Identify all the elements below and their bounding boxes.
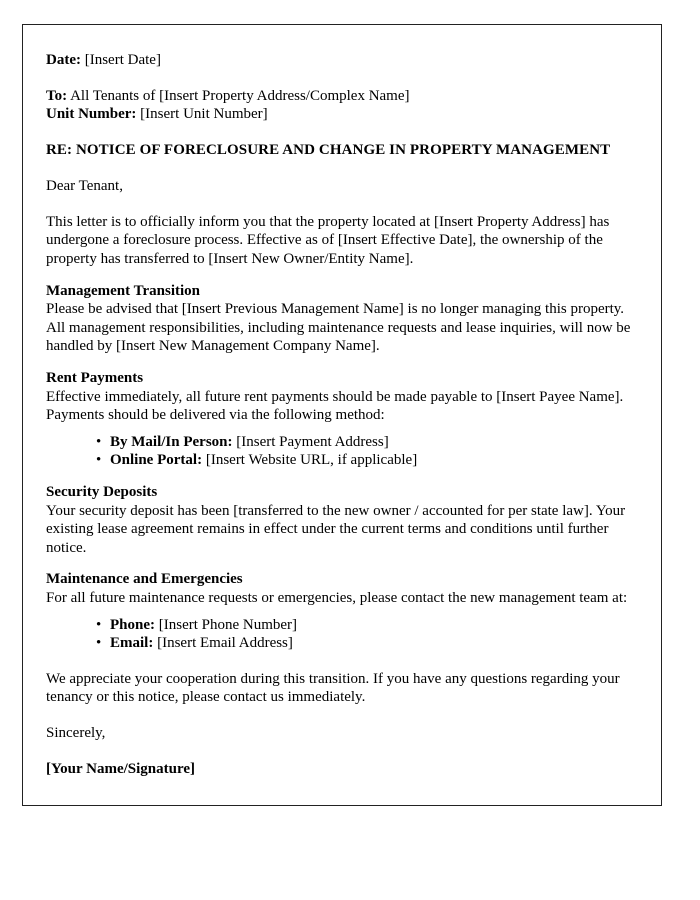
list-item	[96, 451, 634, 470]
date-line	[46, 51, 634, 70]
spacer	[46, 425, 634, 433]
list-item	[96, 634, 634, 653]
spacer	[46, 269, 634, 282]
unit-number-line	[46, 105, 634, 124]
spacer	[46, 557, 634, 570]
section-heading-management-transition: Management Transition	[46, 282, 201, 299]
bullet-value-by-mail-in-person: [Insert Payment Address]	[236, 433, 389, 450]
closing-paragraph: We appreciate your cooperation during this transition. If you have any questions regarding your tenancy or this notice, please contact us immediately.	[46, 670, 620, 706]
rent-payment-methods-list	[46, 433, 634, 470]
section-body-rent-payments: Effective immediately, all future rent payments should be made payable to [Insert Payee Name]. Payments should be delivered via the following method:	[46, 388, 624, 424]
section-body-security-deposits: Your security deposit has been [transferred to the new owner / accounted for per state law]. Your existing lease agreement remains in effect under the current terms and conditions until further notice.	[46, 502, 626, 556]
bullet-value-online-portal: [Insert Website URL, if applicable]	[205, 452, 418, 469]
to-value: All Tenants of [Insert Property Address/Complex Name]	[70, 87, 410, 104]
spacer	[46, 196, 634, 213]
spacer	[46, 608, 634, 616]
spacer	[46, 707, 634, 724]
bullet-label-online-portal: Online Portal:	[110, 452, 203, 469]
salutation: Dear Tenant,	[46, 178, 123, 195]
list-item	[96, 616, 634, 635]
unit-number-label: Unit Number:	[46, 106, 137, 123]
spacer	[46, 124, 634, 141]
sign-off: Sincerely,	[46, 724, 106, 741]
section-body-management-transition: Please be advised that [Insert Previous Management Name] is no longer managing this property. All management responsibilities, including maintenance requests and lease inquiries, will now be handled by [Insert New Management Company Name].	[46, 301, 631, 355]
bullet-label-email: Email:	[110, 635, 154, 652]
to-label: To:	[46, 87, 68, 104]
bullet-value-phone: [Insert Phone Number]	[158, 616, 298, 633]
spacer	[46, 356, 634, 369]
section-body-maintenance-and-emergencies: For all future maintenance requests or emergencies, please contact the new management team at:	[46, 589, 628, 606]
letter-page	[22, 24, 662, 806]
signature-placeholder: [Your Name/Signature]	[46, 760, 196, 777]
to-line	[46, 87, 634, 106]
spacer	[46, 743, 634, 760]
list-item	[96, 433, 634, 452]
spacer	[46, 160, 634, 177]
section-heading-security-deposits: Security Deposits	[46, 484, 158, 500]
bullet-value-email: [Insert Email Address]	[157, 635, 293, 652]
letter-body	[23, 25, 661, 777]
bullet-label-by-mail-in-person: By Mail/In Person:	[110, 433, 233, 450]
spacer	[46, 470, 634, 483]
subject-heading: RE: NOTICE OF FORECLOSURE AND CHANGE IN PROPERTY MANAGEMENT	[46, 141, 611, 158]
spacer	[46, 70, 634, 87]
date-label: Date:	[46, 52, 81, 68]
section-heading-maintenance-and-emergencies: Maintenance and Emergencies	[46, 571, 243, 588]
maintenance-contact-list	[46, 616, 634, 653]
spacer	[46, 653, 634, 670]
bullet-label-phone: Phone:	[110, 616, 155, 633]
unit-number-value: [Insert Unit Number]	[140, 106, 268, 123]
section-heading-rent-payments: Rent Payments	[46, 370, 144, 387]
date-value: [Insert Date]	[84, 52, 161, 68]
intro-paragraph: This letter is to officially inform you that the property located at [Insert Property Address] has undergone a foreclosure process. Effective as of [Insert Effective Date], the ownership of the property has transferred to [Insert New Owner/Entity Name].	[46, 213, 610, 268]
